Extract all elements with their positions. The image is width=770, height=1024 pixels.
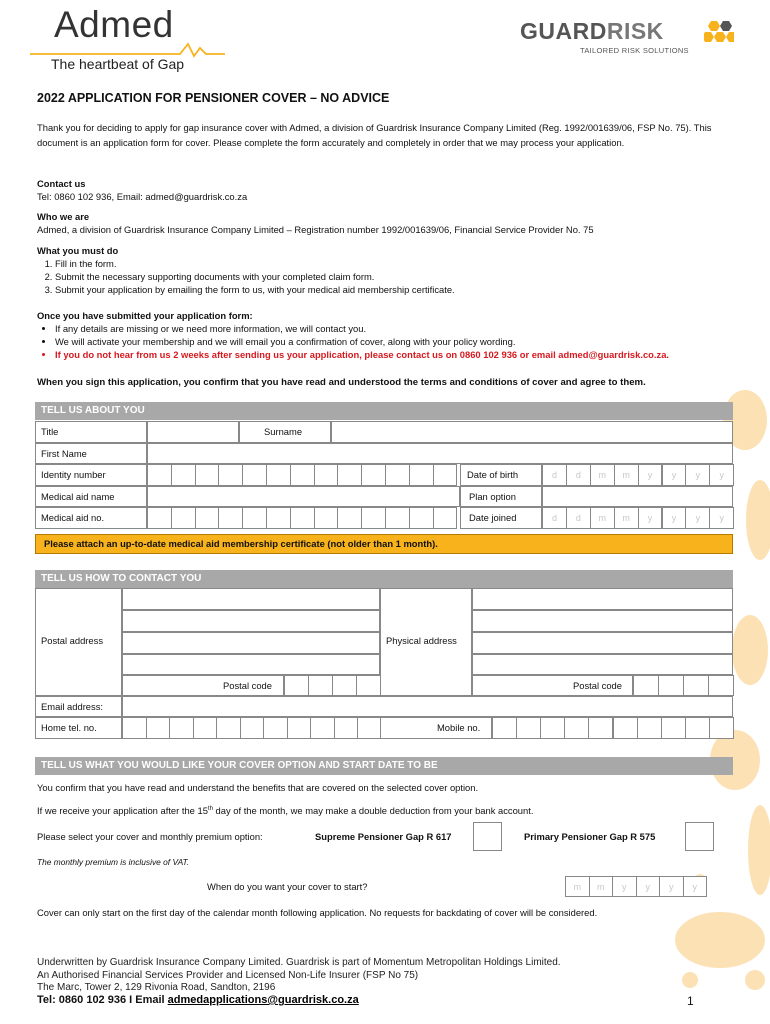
medical-aid-no-digit-box[interactable] bbox=[433, 507, 458, 529]
postal-address-line-1[interactable] bbox=[122, 588, 380, 610]
confirm-statement: When you sign this application, you confirm that you have read and understood the terms and conditions of cover and agree to them. bbox=[37, 377, 646, 388]
physical-postal-code-digit-box[interactable] bbox=[658, 675, 684, 696]
date-of-birth-digit-box[interactable]: y bbox=[709, 464, 734, 486]
physical-postal-code-label-cell bbox=[472, 675, 633, 696]
postal-code-digit-box[interactable] bbox=[356, 675, 381, 696]
date-of-birth-digit-box[interactable]: d bbox=[542, 464, 567, 486]
postal-address-line-2[interactable] bbox=[122, 610, 380, 632]
once-heading: Once you have submitted your application form: bbox=[37, 310, 253, 321]
date-of-birth-digit-box[interactable]: y bbox=[638, 464, 663, 486]
footer-tel: Tel: 0860 102 936 I Email bbox=[37, 994, 168, 1006]
contact-text: Tel: 0860 102 936, Email: admed@guardrisk.co.za bbox=[37, 191, 248, 202]
identity-number-digit-box[interactable] bbox=[290, 464, 315, 486]
physical-address-line-3[interactable] bbox=[472, 632, 733, 654]
vat-note: The monthly premium is inclusive of VAT. bbox=[37, 857, 190, 867]
home-tel-digit-box[interactable] bbox=[310, 717, 335, 739]
medical-aid-no-digit-box[interactable] bbox=[290, 507, 315, 529]
identity-number-digit-box[interactable] bbox=[433, 464, 458, 486]
medical-aid-name-input[interactable] bbox=[147, 486, 460, 507]
start-date-digit-box[interactable]: y bbox=[683, 876, 708, 897]
start-date-digit-box[interactable]: y bbox=[636, 876, 661, 897]
mobile-no-label: Mobile no. bbox=[380, 717, 492, 739]
medical-aid-no-digit-box[interactable] bbox=[242, 507, 267, 529]
start-date-digit-box[interactable]: m bbox=[565, 876, 590, 897]
mobile-no-digit-box[interactable] bbox=[637, 717, 662, 739]
home-tel-digit-box[interactable] bbox=[169, 717, 194, 739]
medical-aid-no-digit-box[interactable] bbox=[266, 507, 291, 529]
email-address-input[interactable] bbox=[122, 696, 733, 717]
footer-contact bbox=[37, 994, 359, 1006]
home-tel-label: Home tel. no. bbox=[35, 717, 122, 739]
medical-aid-name-label: Medical aid name bbox=[35, 486, 147, 507]
who-heading: Who we are bbox=[37, 211, 90, 222]
footer-line-1: Underwritten by Guardrisk Insurance Company Limited. Guardrisk is part of Momentum Metropolitan Holdings Limited. bbox=[37, 957, 561, 968]
identity-number-digit-box[interactable] bbox=[385, 464, 410, 486]
first-name-input[interactable] bbox=[147, 443, 733, 464]
title-label: Title bbox=[35, 421, 147, 443]
physical-postal-code-digit-box[interactable] bbox=[683, 675, 709, 696]
who-text: Admed, a division of Guardrisk Insurance Company Limited – Registration number 1992/001639/06, Financial Service Provider No. 75 bbox=[37, 224, 594, 235]
list-item: 2. Submit the necessary supporting documents with your completed claim form. bbox=[55, 270, 727, 283]
list-item-urgent: • If you do not hear from us 2 weeks after sending us your application, please contact us on 0860 102 936 or email admed@guardrisk.co.za. bbox=[55, 348, 727, 361]
home-tel-digit-box[interactable] bbox=[122, 717, 147, 739]
start-date-digit-box[interactable]: y bbox=[659, 876, 684, 897]
cover-confirm-text: You confirm that you have read and understand the benefits that are covered on the selected cover option. bbox=[37, 782, 479, 793]
medical-aid-no-digit-box[interactable] bbox=[314, 507, 339, 529]
physical-address-line-1[interactable] bbox=[472, 588, 733, 610]
intro-paragraph: Thank you for deciding to apply for gap insurance cover with Admed, a division of Guardrisk Insurance Company Limited (Reg. 1992/001639/06, FSP No. 75). This document is an application form for cover. Please complete the form accurately and completely in order that we may process your application. bbox=[37, 122, 712, 148]
date-joined-digit-box[interactable]: y bbox=[662, 507, 687, 529]
physical-postal-code-digit-box[interactable] bbox=[633, 675, 659, 696]
date-of-birth-digit-box[interactable]: m bbox=[614, 464, 639, 486]
primary-option-label: Primary Pensioner Gap R 575 bbox=[524, 831, 656, 842]
section-header-cover: TELL US WHAT YOU WOULD LIKE YOUR COVER OPTION AND START DATE TO BE bbox=[35, 757, 733, 775]
identity-number-digit-box[interactable] bbox=[242, 464, 267, 486]
date-of-birth-digit-box[interactable]: m bbox=[590, 464, 615, 486]
start-date-label: When do you want your cover to start? bbox=[207, 881, 368, 892]
medical-aid-no-digit-box[interactable] bbox=[218, 507, 243, 529]
date-joined-digit-box[interactable]: d bbox=[542, 507, 567, 529]
medical-aid-no-digit-box[interactable] bbox=[409, 507, 434, 529]
home-tel-digit-box[interactable] bbox=[263, 717, 288, 739]
medical-aid-no-digit-box[interactable] bbox=[385, 507, 410, 529]
footer-email-link[interactable]: admedapplications@guardrisk.co.za bbox=[167, 994, 359, 1006]
identity-number-digit-box[interactable] bbox=[171, 464, 196, 486]
footer-text bbox=[37, 957, 561, 995]
date-of-birth-digit-box[interactable]: y bbox=[662, 464, 687, 486]
date-joined-digit-box[interactable]: m bbox=[590, 507, 615, 529]
physical-postal-code-label: Postal code bbox=[573, 680, 622, 691]
primary-option-checkbox[interactable] bbox=[685, 822, 714, 851]
home-tel-digit-box[interactable] bbox=[240, 717, 265, 739]
postal-code-digit-box[interactable] bbox=[284, 675, 309, 696]
mobile-no-digit-box[interactable] bbox=[661, 717, 686, 739]
postal-code-label-cell bbox=[122, 675, 284, 696]
section-header-contact: TELL US HOW TO CONTACT YOU bbox=[35, 570, 733, 588]
admed-logo bbox=[30, 4, 230, 74]
home-tel-digit-box[interactable] bbox=[287, 717, 312, 739]
physical-address-label: Physical address bbox=[386, 635, 457, 646]
mobile-no-digit-box[interactable] bbox=[540, 717, 565, 739]
contact-heading: Contact us bbox=[37, 178, 86, 189]
mobile-no-digit-box[interactable] bbox=[613, 717, 638, 739]
date-of-birth-label: Date of birth bbox=[460, 464, 542, 486]
section-header-about: TELL US ABOUT YOU bbox=[35, 402, 733, 420]
list-item: • We will activate your membership and we will email you a confirmation of cover, along with your policy wording. bbox=[55, 335, 727, 348]
surname-input[interactable] bbox=[331, 421, 733, 443]
guardrisk-logo-name: GUARDRISK bbox=[520, 18, 664, 44]
who-we-are-block bbox=[37, 210, 727, 236]
date-joined-label: Date joined bbox=[460, 507, 542, 529]
postal-code-digit-box[interactable] bbox=[308, 675, 333, 696]
medical-aid-no-digit-box[interactable] bbox=[337, 507, 362, 529]
start-date-digit-box[interactable]: y bbox=[612, 876, 637, 897]
postal-address-line-4[interactable] bbox=[122, 654, 380, 675]
physical-address-line-2[interactable] bbox=[472, 610, 733, 632]
physical-postal-code-digit-box[interactable] bbox=[708, 675, 734, 696]
start-date-note: Cover can only start on the first day of the calendar month following application. No requests for backdating of cover will be considered. bbox=[37, 907, 598, 918]
date-of-birth-digit-box[interactable]: y bbox=[685, 464, 710, 486]
contact-us-block bbox=[37, 177, 727, 203]
once-submitted-block bbox=[37, 309, 727, 361]
identity-number-digit-box[interactable] bbox=[409, 464, 434, 486]
start-date-digit-box[interactable]: m bbox=[589, 876, 614, 897]
footer-line-2: An Authorised Financial Services Provider and Licensed Non-Life Insurer (FSP No 75) bbox=[37, 969, 419, 981]
attach-certificate-notice: Please attach an up-to-date medical aid membership certificate (not older than 1 month). bbox=[35, 534, 733, 554]
mobile-no-digit-box[interactable] bbox=[588, 717, 613, 739]
date-joined-digit-box[interactable]: d bbox=[566, 507, 591, 529]
medical-aid-no-digit-box[interactable] bbox=[361, 507, 386, 529]
mobile-no-digit-box[interactable] bbox=[516, 717, 541, 739]
identity-number-digit-box[interactable] bbox=[337, 464, 362, 486]
home-tel-digit-box[interactable] bbox=[216, 717, 241, 739]
postal-code-digit-box[interactable] bbox=[332, 675, 357, 696]
identity-number-digit-box[interactable] bbox=[195, 464, 220, 486]
hexagon-cluster-icon bbox=[704, 20, 734, 46]
guardrisk-tagline: TAILORED RISK SOLUTIONS bbox=[580, 46, 689, 55]
date-joined-digit-box[interactable]: m bbox=[614, 507, 639, 529]
plan-option-label: Plan option bbox=[460, 486, 542, 507]
first-name-label: First Name bbox=[35, 443, 147, 464]
mobile-no-digit-box[interactable] bbox=[685, 717, 710, 739]
admed-logo-name: Admed bbox=[54, 4, 174, 45]
identity-number-digit-box[interactable] bbox=[361, 464, 386, 486]
date-joined-digit-box[interactable]: y bbox=[638, 507, 663, 529]
medical-aid-no-digit-box[interactable] bbox=[195, 507, 220, 529]
date-joined-digit-box[interactable]: y bbox=[709, 507, 734, 529]
postal-address-line-3[interactable] bbox=[122, 632, 380, 654]
date-joined-digit-box[interactable]: y bbox=[685, 507, 710, 529]
title-input[interactable] bbox=[147, 421, 239, 443]
mobile-no-digit-box[interactable] bbox=[709, 717, 734, 739]
email-address-label: Email address: bbox=[35, 696, 122, 717]
medical-aid-no-digit-box[interactable] bbox=[147, 507, 172, 529]
identity-number-digit-box[interactable] bbox=[147, 464, 172, 486]
home-tel-digit-box[interactable] bbox=[193, 717, 218, 739]
page-number: 1 bbox=[687, 994, 694, 1008]
select-cover-label: Please select your cover and monthly premium option: bbox=[37, 831, 263, 842]
list-item: • If any details are missing or we need more information, we will contact you. bbox=[55, 322, 727, 335]
mobile-no-digit-box[interactable] bbox=[564, 717, 589, 739]
home-tel-digit-box[interactable] bbox=[334, 717, 359, 739]
postal-address-label-cell bbox=[35, 588, 122, 696]
postal-code-label: Postal code bbox=[223, 680, 272, 691]
identity-number-digit-box[interactable] bbox=[266, 464, 291, 486]
physical-address-label-cell bbox=[380, 588, 472, 696]
plan-option-input[interactable] bbox=[542, 486, 733, 507]
guardrisk-logo bbox=[520, 18, 740, 58]
surname-label: Surname bbox=[239, 421, 331, 443]
date-of-birth-digit-box[interactable]: d bbox=[566, 464, 591, 486]
identity-number-digit-box[interactable] bbox=[218, 464, 243, 486]
medical-aid-no-digit-box[interactable] bbox=[171, 507, 196, 529]
identity-number-digit-box[interactable] bbox=[314, 464, 339, 486]
medical-aid-no-label: Medical aid no. bbox=[35, 507, 147, 529]
supreme-option-label: Supreme Pensioner Gap R 617 bbox=[315, 831, 452, 842]
list-item: 1. Fill in the form. bbox=[55, 257, 727, 270]
mobile-no-digit-box[interactable] bbox=[492, 717, 517, 739]
home-tel-digit-box[interactable] bbox=[357, 717, 382, 739]
list-item: 3. Submit your application by emailing the form to us, with your medical aid membership certificate. bbox=[55, 283, 727, 296]
supreme-option-checkbox[interactable] bbox=[473, 822, 502, 851]
double-deduction-text: If we receive your application after the 15th day of the month, we may make a double deduction from your bank account. bbox=[37, 805, 534, 817]
what-you-must-do-block bbox=[37, 244, 727, 296]
page-title: 2022 APPLICATION FOR PENSIONER COVER – NO ADVICE bbox=[37, 91, 390, 105]
home-tel-digit-box[interactable] bbox=[146, 717, 171, 739]
identity-number-label: Identity number bbox=[35, 464, 147, 486]
footer-line-3: The Marc, Tower 2, 129 Rivonia Road, Sandton, 2196 bbox=[37, 982, 276, 993]
must-do-heading: What you must do bbox=[37, 245, 119, 256]
admed-tagline: The heartbeat of Gap bbox=[51, 56, 185, 72]
physical-address-line-4[interactable] bbox=[472, 654, 733, 675]
postal-address-label: Postal address bbox=[41, 635, 104, 646]
